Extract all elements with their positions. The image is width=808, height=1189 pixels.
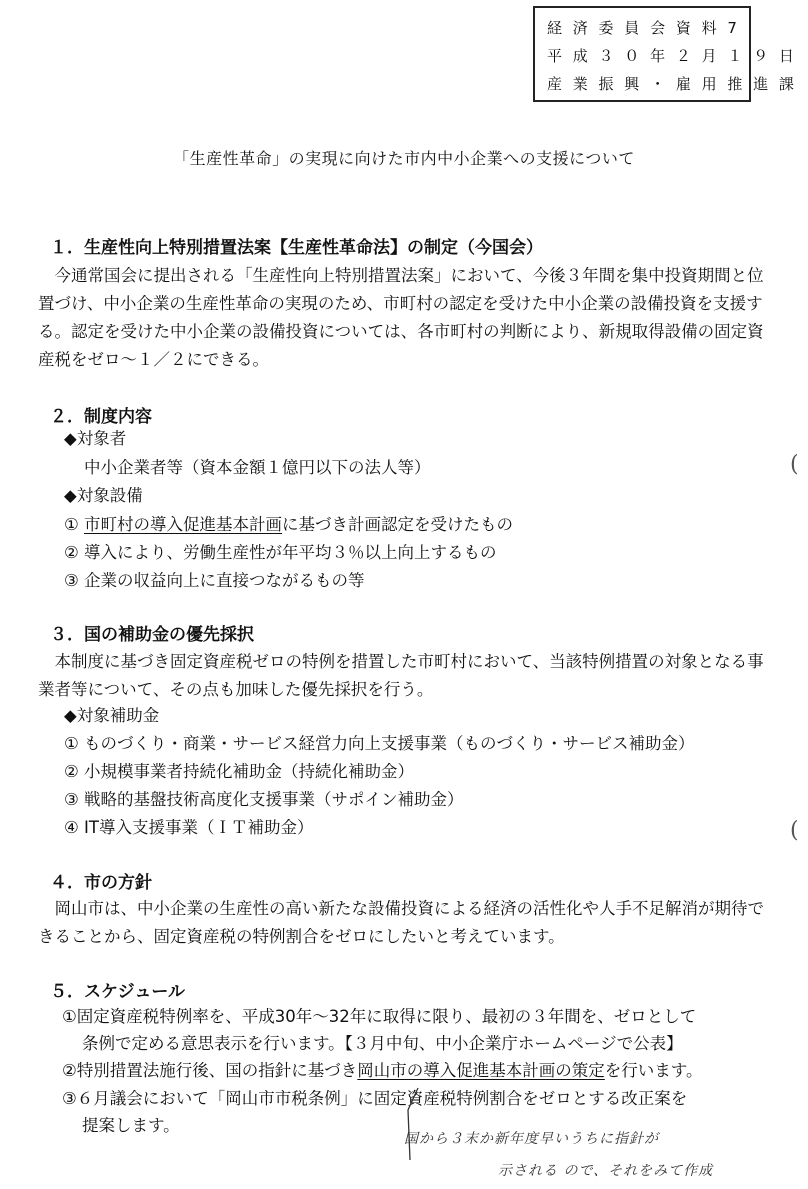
subsidy-item-4: ④ IT導入支援事業（ＩＴ補助金）	[64, 818, 314, 837]
ref-department: 産 業 振 興 ・ 雇 用 推 進 課	[547, 75, 797, 93]
target-label: ◆対象者	[64, 429, 127, 448]
schedule-item-2-c: を行います。	[604, 1061, 703, 1080]
section5-heading: ５．スケジュール	[50, 982, 185, 1002]
subsidy-item-1: ① ものづくり・商業・サービス経営力向上支援事業（ものづくり・サービス補助金）	[64, 734, 695, 753]
punch-mark-bottom: (	[790, 818, 799, 843]
item-number: ①	[64, 515, 79, 534]
schedule-item-3-line-1: ③６月議会において「岡山市市税条例」に固定資産税特例割合をゼロとする改正案を	[62, 1089, 688, 1108]
item-text-b: 導入促進基本計画	[150, 515, 283, 534]
schedule-item-2-b: 岡山市の導入促進基本計画の策定	[357, 1061, 605, 1080]
equipment-item-2: ② 導入により、労働生産性が年平均３％以上向上するもの	[64, 543, 497, 562]
ref-committee: 経 済 委 員 会 資 料 7	[547, 19, 740, 37]
schedule-item-1-line-2: 条例で定める意思表示を行います。【３月中旬、中小企業庁ホームページで公表】	[82, 1034, 683, 1053]
section2-heading: ２．制度内容	[50, 407, 152, 427]
handwritten-note-line-1: 国から３末か新年度早いうちに指針が	[404, 1131, 659, 1147]
section4-body: 岡山市は、中小企業の生産性の高い新たな設備投資による経済の活性化や人手不足解消が期待できることから、固定資産税の特例割合をゼロにしたいと考えています。	[38, 899, 764, 946]
equipment-label: ◆対象設備	[64, 486, 143, 505]
schedule-item-1-line-1: ①固定資産税特例率を、平成30年～32年に取得に限り、最初の３年間を、ゼロとして	[62, 1007, 697, 1026]
section3-body: 本制度に基づき固定資産税ゼロの特例を措置した市町村において、当該特例措置の対象となる事業者等について、その点も加味した優先採択を行う。	[38, 652, 764, 699]
section1-body: 今通常国会に提出される「生産性向上特別措置法案」において、今後３年間を集中投資期間と位置づけ、中小企業の生産性革命の実現のため、市町村の認定を受けた中小企業の設備投資を支援する。認定を受けた中小企業の設備投資については、各市町村の判断により、新規取得設備の固定資産税をゼロ～１／２にできる。	[38, 266, 764, 369]
item-text-c: に基づき計画認定を受けたもの	[282, 515, 514, 534]
punch-mark-top: (	[790, 452, 799, 477]
section3-heading: ３．国の補助金の優先採択	[50, 625, 254, 645]
subsidy-item-3: ③ 戦略的基盤技術高度化支援事業（サポイン補助金）	[64, 790, 464, 809]
section4-heading: ４．市の方針	[50, 873, 152, 893]
subsidy-label: ◆対象補助金	[64, 706, 160, 725]
schedule-item-3-line-2: 提案します。	[82, 1116, 180, 1135]
item-text-a: 市町村の	[84, 515, 151, 534]
target-value: 中小企業者等（資本金額１億円以下の法人等）	[84, 458, 431, 477]
section1-heading: １．生産性向上特別措置法案【生産性革命法】の制定（今国会）	[50, 238, 543, 258]
ref-date: 平 成 ３ ０ 年 ２ 月 １ ９ 日	[547, 47, 797, 65]
handwritten-bracket	[380, 1080, 440, 1170]
handwritten-note-line-2: 示される ので、それをみて作成	[498, 1163, 714, 1179]
equipment-item-3: ③ 企業の収益向上に直接つながるもの等	[64, 571, 365, 590]
equipment-item-1	[64, 511, 513, 539]
document-title: 「生産性革命」の実現に向けた市内中小企業への支援について	[173, 149, 635, 168]
schedule-item-2-a: ②特別措置法施行後、国の指針に基づき	[62, 1061, 358, 1080]
document-reference-box	[533, 6, 797, 102]
subsidy-item-2: ② 小規模事業者持続化補助金（持続化補助金）	[64, 762, 415, 781]
